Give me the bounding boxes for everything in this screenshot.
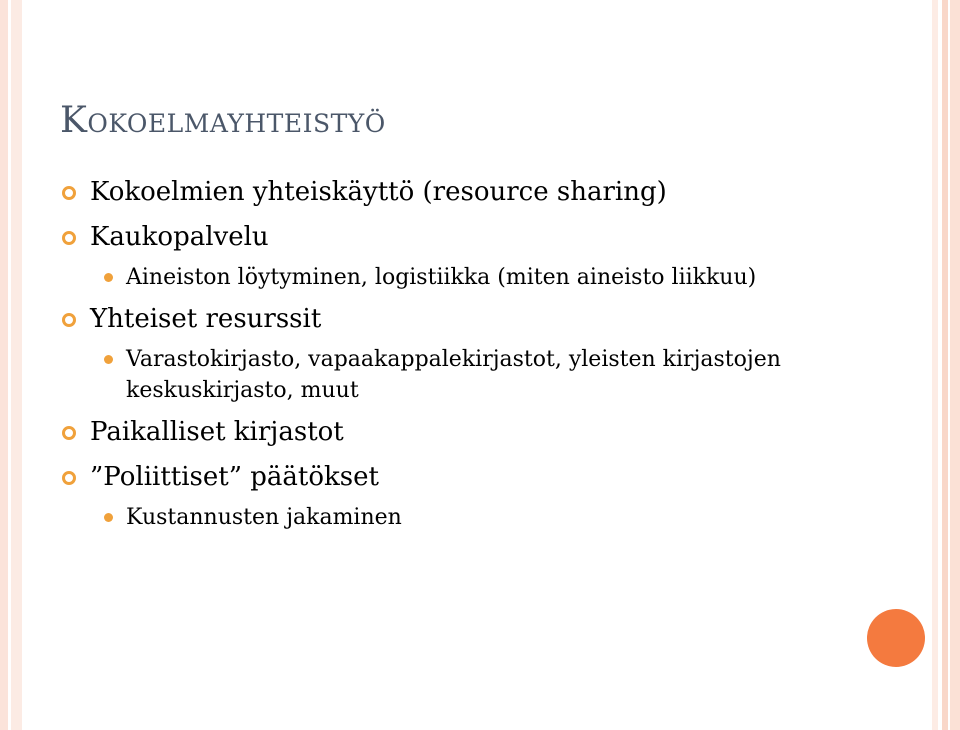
ring-bullet-icon (62, 426, 76, 440)
bullet-item (60, 176, 840, 209)
bullet-text: Kaukopalvelu (90, 222, 269, 252)
bullet-text: Kokoelmien yhteiskäyttö (resource sharing) (90, 177, 667, 207)
ring-bullet-icon (62, 471, 76, 485)
sub-bullet-item (60, 344, 840, 406)
bullet-text: Yhteiset resurssit (90, 304, 322, 334)
bullet-text: ”Poliittiset” päätökset (90, 462, 379, 492)
bullet-text: Paikalliset kirjastot (90, 417, 344, 447)
right-decorative-stripe (932, 0, 960, 730)
sub-bullet-item (60, 502, 840, 533)
sub-bullet-text: Varastokirjasto, vapaakappalekirjastot, yleisten kirjastojen keskuskirjasto, muut (126, 347, 781, 403)
sub-bullet-text: Kustannusten jakaminen (126, 505, 402, 530)
sub-bullet-item (60, 262, 840, 293)
ring-bullet-icon (62, 186, 76, 200)
left-decorative-stripe (0, 0, 22, 730)
bullet-item (60, 221, 840, 254)
bullet-item (60, 303, 840, 336)
slide-title: Kokoelmayhteistyö (60, 100, 386, 141)
dot-bullet-icon (104, 513, 113, 522)
slide-content (60, 176, 840, 543)
dot-bullet-icon (104, 273, 113, 282)
dot-bullet-icon (104, 355, 113, 364)
ring-bullet-icon (62, 231, 76, 245)
sub-bullet-text: Aineiston löytyminen, logistiikka (miten aineisto liikkuu) (126, 265, 757, 290)
ring-bullet-icon (62, 313, 76, 327)
bullet-item (60, 416, 840, 449)
bullet-item (60, 461, 840, 494)
accent-circle-icon (867, 609, 925, 667)
